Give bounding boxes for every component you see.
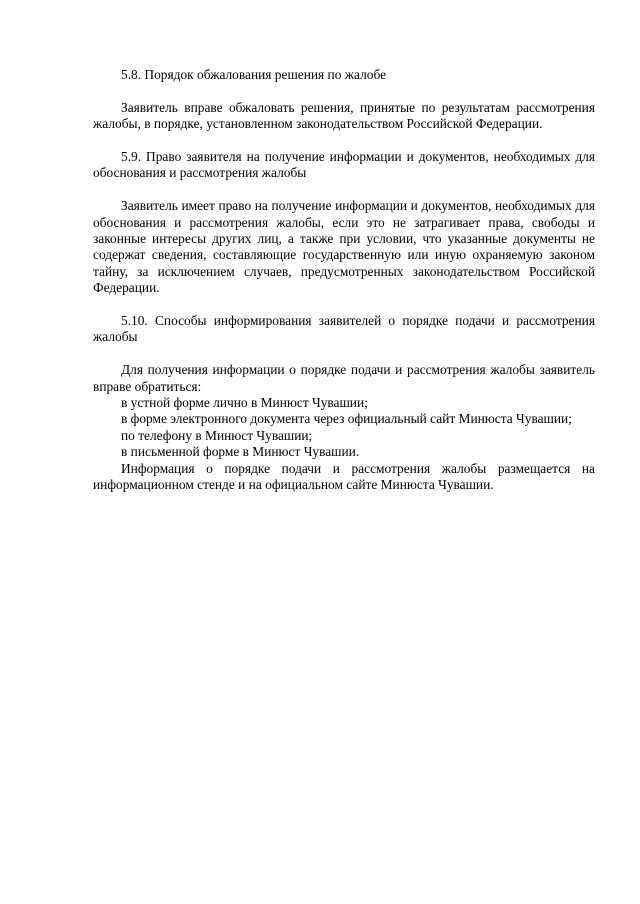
list-item: по телефону в Минюст Чувашии;: [121, 427, 313, 443]
section-5-10-intro: Для получения информации о порядке подачи и рассмотрения жалобы заявитель вправе обратиться:: [93, 362, 595, 394]
list-item: в форме электронного документа через официальный сайт Минюста Чувашии;: [121, 411, 572, 427]
section-5-10-heading: 5.10. Способы информирования заявителей о порядке подачи и рассмотрения жалобы: [93, 313, 595, 345]
document-body: [93, 67, 595, 493]
section-5-10-final: Информация о порядке подачи и рассмотрения жалобы размещается на информационном стенде и на официальном сайте Минюста Чувашии.: [93, 460, 595, 493]
list-item: в устной форме лично в Минюст Чувашии;: [121, 395, 368, 411]
section-5-8-text: Заявитель вправе обжаловать решения, принятые по результатам рассмотрения жалобы, в порядке, установленном законодательством Российской Федерации.: [93, 99, 595, 132]
section-5-9-heading: 5.9. Право заявителя на получение информации и документов, необходимых для обоснования и рассмотрения жалобы: [93, 149, 595, 181]
section-5-9-text: Заявитель имеет право на получение информации и документов, необходимых для обоснования и рассмотрения жалобы, если это не затрагивает права, свободы и законные интересы других лиц, а также при условии, что указанные документы не содержат сведения, составляющие государственную или иную охраняемую законом тайну, за исключением случаев, предусмотренных законодательством Российской Федерации.: [93, 198, 595, 296]
list-item: в письменной форме в Минюст Чувашии.: [121, 444, 360, 460]
section-5-8-heading: 5.8. Порядок обжалования решения по жалобе: [121, 67, 387, 82]
